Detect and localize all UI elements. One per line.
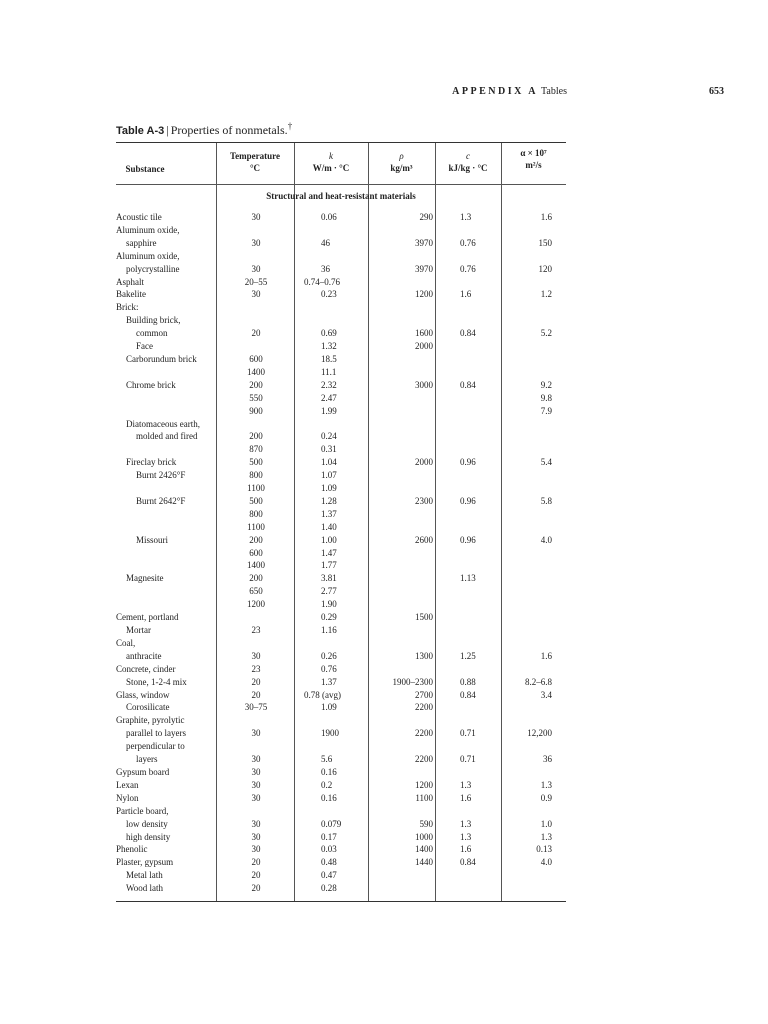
cell-substance: Gypsum board xyxy=(116,766,170,777)
cell-temperature: 30 xyxy=(251,212,261,222)
cell-temperature: 20 xyxy=(251,689,261,700)
cell-diffusivity: 0.13 xyxy=(536,844,552,855)
table-row xyxy=(116,534,566,547)
footnote-mark: † xyxy=(287,121,293,131)
cell-substance: Concrete, cinder xyxy=(116,663,176,674)
table-row xyxy=(116,572,566,585)
cell-diffusivity: 12,200 xyxy=(527,728,552,739)
cell-substance: Metal lath xyxy=(126,870,163,881)
cell-specific-heat: 0.96 xyxy=(460,457,476,468)
cell-density: 1600 xyxy=(415,328,433,339)
cell-temperature: 550 xyxy=(249,392,263,403)
cell-substance: Burnt 2642°F xyxy=(136,495,186,506)
cell-specific-heat: 0.84 xyxy=(460,328,476,339)
cell-substance: Burnt 2426°F xyxy=(136,470,186,481)
cell-k: 0.74–0.76 xyxy=(304,276,340,287)
header-temperature: Temperature °C xyxy=(230,151,280,173)
cell-diffusivity: 150 xyxy=(538,237,552,248)
cell-specific-heat: 0.71 xyxy=(460,754,476,765)
cell-substance: Aluminum oxide, xyxy=(116,250,180,261)
cell-temperature: 800 xyxy=(249,508,263,519)
cell-diffusivity: 1.3 xyxy=(540,779,552,790)
cell-k: 1.40 xyxy=(321,521,337,532)
table-row xyxy=(116,405,566,418)
table-row xyxy=(116,624,566,637)
cell-k: 46 xyxy=(321,237,330,248)
cell-density: 2200 xyxy=(415,702,433,713)
cell-k: 11.1 xyxy=(321,366,337,377)
cell-specific-heat: 0.84 xyxy=(460,857,476,868)
table-row xyxy=(116,276,566,289)
cell-substance: Coal, xyxy=(116,637,136,648)
cell-specific-heat: 0.76 xyxy=(460,263,476,274)
cell-density: 1200 xyxy=(415,289,433,300)
table-row xyxy=(116,288,566,301)
cell-substance: anthracite xyxy=(126,650,162,661)
table-row xyxy=(116,559,566,572)
cell-substance: molded and fired xyxy=(136,431,198,442)
cell-temperature: 200 xyxy=(249,534,263,545)
cell-k: 1.32 xyxy=(321,341,337,352)
cell-temperature: 500 xyxy=(249,457,263,468)
table-row xyxy=(116,753,566,766)
table-row xyxy=(116,740,566,753)
cell-diffusivity: 1.3 xyxy=(540,831,552,842)
cell-specific-heat: 1.13 xyxy=(460,573,476,584)
table-row xyxy=(116,263,566,276)
table-row xyxy=(116,585,566,598)
cell-temperature: 600 xyxy=(249,547,263,558)
cell-k: 0.23 xyxy=(321,289,337,300)
cell-temperature: 200 xyxy=(249,573,263,584)
cell-diffusivity: 4.0 xyxy=(540,857,552,868)
table-caption xyxy=(116,121,292,138)
table-row xyxy=(116,301,566,314)
table-row xyxy=(116,547,566,560)
cell-substance: parallel to layers xyxy=(126,728,186,739)
table-row xyxy=(116,353,566,366)
cell-temperature: 30 xyxy=(251,831,261,842)
cell-specific-heat: 0.71 xyxy=(460,728,476,739)
cell-temperature: 20–55 xyxy=(244,276,268,287)
table-row xyxy=(116,456,566,469)
cell-k: 0.31 xyxy=(321,444,337,455)
cell-substance: Aluminum oxide, xyxy=(116,224,180,235)
cell-density: 590 xyxy=(419,818,433,829)
cell-k: 0.2 xyxy=(321,779,333,790)
cell-temperature: 30 xyxy=(251,289,261,300)
cell-temperature: 1100 xyxy=(247,483,265,494)
section-label: Tables xyxy=(541,86,567,97)
header-substance: Substance xyxy=(125,164,165,174)
cell-density: 1000 xyxy=(415,831,433,842)
cell-k: 0.48 xyxy=(321,857,337,868)
table-row xyxy=(116,714,566,727)
table-row xyxy=(116,211,566,224)
cell-substance: Particle board, xyxy=(116,805,169,816)
cell-k: 0.03 xyxy=(321,844,337,855)
table-row xyxy=(116,650,566,663)
cell-substance: Asphalt xyxy=(116,276,144,287)
cell-temperature: 1400 xyxy=(247,366,265,377)
cell-substance: Carborundum brick xyxy=(126,353,197,364)
table-row xyxy=(116,469,566,482)
cell-k: 0.78 (avg) xyxy=(304,689,341,700)
cell-diffusivity: 5.2 xyxy=(540,328,552,339)
cell-specific-heat: 1.3 xyxy=(460,818,472,829)
cell-substance: Phenolic xyxy=(116,844,148,855)
cell-specific-heat: 1.6 xyxy=(460,289,472,300)
cell-substance: Corosilicate xyxy=(126,702,170,713)
cell-density: 1100 xyxy=(415,792,433,803)
cell-specific-heat: 1.6 xyxy=(460,792,472,803)
cell-temperature: 1400 xyxy=(247,560,265,571)
cell-diffusivity: 5.4 xyxy=(540,457,552,468)
table-row xyxy=(116,366,566,379)
cell-substance: perpendicular to xyxy=(126,741,185,752)
cell-density: 1300 xyxy=(415,650,433,661)
appendix-label: APPENDIX A xyxy=(452,86,538,97)
cell-density: 2700 xyxy=(415,689,433,700)
cell-k: 0.24 xyxy=(321,431,337,442)
cell-substance: Plaster, gypsum xyxy=(116,857,174,868)
cell-temperature: 30 xyxy=(251,728,261,739)
table-row xyxy=(116,327,566,340)
table-row xyxy=(116,831,566,844)
table-row xyxy=(116,779,566,792)
cell-diffusivity: 3.4 xyxy=(540,689,552,700)
cell-density: 1500 xyxy=(415,612,433,623)
table-row xyxy=(116,792,566,805)
table-label: Table A-3 xyxy=(116,125,165,137)
cell-substance: common xyxy=(136,328,168,339)
cell-k: 1.37 xyxy=(321,676,337,687)
cell-diffusivity: 9.2 xyxy=(540,379,552,390)
table-row xyxy=(116,443,566,456)
table-row xyxy=(116,689,566,702)
table-row xyxy=(116,676,566,689)
cell-k: 1.47 xyxy=(321,547,337,558)
cell-k: 0.06 xyxy=(321,212,337,222)
cell-density: 2600 xyxy=(415,534,433,545)
cell-temperature: 20 xyxy=(251,328,261,339)
cell-k: 18.5 xyxy=(321,353,337,364)
cell-specific-heat: 0.76 xyxy=(460,237,476,248)
cell-diffusivity: 8.2–6.8 xyxy=(525,676,552,687)
cell-k: 2.77 xyxy=(321,586,337,597)
cell-density: 1400 xyxy=(415,844,433,855)
table-row xyxy=(116,418,566,431)
cell-density: 1900–2300 xyxy=(392,676,433,687)
cell-k: 1.04 xyxy=(321,457,337,468)
cell-temperature: 30 xyxy=(251,650,261,661)
cell-specific-heat: 1.25 xyxy=(460,650,476,661)
cell-substance: Nylon xyxy=(116,792,139,803)
cell-substance: polycrystalline xyxy=(126,263,180,274)
cell-substance: Brick: xyxy=(116,302,139,313)
cell-density: 1200 xyxy=(415,779,433,790)
table-title: Properties of nonmetals. xyxy=(170,123,288,137)
cell-substance: Missouri xyxy=(136,534,169,545)
cell-diffusivity: 4.0 xyxy=(540,534,552,545)
cell-temperature: 30 xyxy=(251,779,261,790)
cell-diffusivity: 1.2 xyxy=(540,289,552,300)
cell-k: 1.99 xyxy=(321,405,337,416)
cell-density: 290 xyxy=(419,212,433,222)
cell-temperature: 200 xyxy=(249,431,263,442)
table-row xyxy=(116,818,566,831)
table-row xyxy=(116,611,566,624)
table-row xyxy=(116,856,566,869)
cell-density: 3970 xyxy=(415,237,433,248)
cell-k: 0.28 xyxy=(321,883,337,894)
cell-k: 1.90 xyxy=(321,599,337,610)
table-row xyxy=(116,314,566,327)
cell-substance: Cement, portland xyxy=(116,612,179,623)
cell-specific-heat: 0.88 xyxy=(460,676,476,687)
cell-temperature: 800 xyxy=(249,470,263,481)
cell-diffusivity: 1.6 xyxy=(540,650,552,661)
cell-temperature: 870 xyxy=(249,444,263,455)
cell-k: 1.09 xyxy=(321,702,337,713)
cell-temperature: 30 xyxy=(251,766,261,777)
cell-k: 0.16 xyxy=(321,766,337,777)
cell-substance: sapphire xyxy=(126,237,157,248)
header-k: k W/m · °C xyxy=(312,151,350,173)
cell-density: 3000 xyxy=(415,379,433,390)
header-rule xyxy=(116,184,566,185)
cell-substance: Bakelite xyxy=(116,289,146,300)
cell-density: 2200 xyxy=(415,728,433,739)
cell-specific-heat: 1.6 xyxy=(460,844,472,855)
cell-substance: Face xyxy=(136,341,153,352)
cell-k: 2.47 xyxy=(321,392,337,403)
cell-k: 0.76 xyxy=(321,663,337,674)
cell-substance: Acoustic tile xyxy=(116,212,162,222)
cell-k: 1.37 xyxy=(321,508,337,519)
cell-k: 0.69 xyxy=(321,328,337,339)
table-row xyxy=(116,882,566,895)
cell-substance: Lexan xyxy=(116,779,139,790)
cell-temperature: 20 xyxy=(251,857,261,868)
cell-k: 1.09 xyxy=(321,483,337,494)
cell-temperature: 30 xyxy=(251,754,261,765)
cell-specific-heat: 0.84 xyxy=(460,689,476,700)
cell-diffusivity: 36 xyxy=(543,754,552,765)
cell-k: 0.16 xyxy=(321,792,337,803)
cell-temperature: 30 xyxy=(251,844,261,855)
cell-density: 2000 xyxy=(415,341,433,352)
table-row xyxy=(116,727,566,740)
cell-substance: Diatomaceous earth, xyxy=(126,418,200,429)
cell-substance: Magnesite xyxy=(126,573,164,584)
group-title: Structural and heat-resistant materials xyxy=(266,191,416,201)
cell-specific-heat: 1.3 xyxy=(460,779,472,790)
cell-k: 1.16 xyxy=(321,625,337,635)
cell-diffusivity: 5.8 xyxy=(540,495,552,506)
table-row xyxy=(116,430,566,443)
properties-table xyxy=(116,142,566,902)
cell-substance: Graphite, pyrolytic xyxy=(116,715,185,726)
cell-temperature: 900 xyxy=(249,405,263,416)
cell-diffusivity: 9.8 xyxy=(540,392,552,403)
cell-substance: Glass, window xyxy=(116,689,170,700)
header-rho: ρ kg/m³ xyxy=(390,151,413,173)
cell-diffusivity: 120 xyxy=(538,263,552,274)
cell-temperature: 650 xyxy=(249,586,263,597)
table-row xyxy=(116,521,566,534)
cell-diffusivity: 7.9 xyxy=(540,405,552,416)
cell-k: 1.77 xyxy=(321,560,337,571)
cell-temperature: 20 xyxy=(251,676,261,687)
cell-temperature: 20 xyxy=(251,883,261,894)
cell-k: 1.00 xyxy=(321,534,337,545)
cell-substance: Building brick, xyxy=(126,315,181,326)
cell-k: 0.079 xyxy=(321,818,342,829)
cell-diffusivity: 0.9 xyxy=(540,792,552,803)
cell-diffusivity: 1.0 xyxy=(540,818,552,829)
cell-substance: Mortar xyxy=(126,625,151,635)
cell-temperature: 30 xyxy=(251,792,261,803)
cell-density: 2000 xyxy=(415,457,433,468)
table-row xyxy=(116,482,566,495)
table-row xyxy=(116,250,566,263)
cell-temperature: 500 xyxy=(249,495,263,506)
cell-substance: Chrome brick xyxy=(126,379,176,390)
table-row xyxy=(116,869,566,882)
table-row xyxy=(116,224,566,237)
cell-density: 3970 xyxy=(415,263,433,274)
cell-k: 1.07 xyxy=(321,470,337,481)
table-row xyxy=(116,392,566,405)
cell-density: 2300 xyxy=(415,495,433,506)
cell-k: 5.6 xyxy=(321,754,333,765)
table-row xyxy=(116,637,566,650)
table-row xyxy=(116,805,566,818)
page-number: 653 xyxy=(709,86,724,97)
cell-density: 2200 xyxy=(415,754,433,765)
cell-specific-heat: 1.3 xyxy=(460,831,472,842)
cell-k: 1900 xyxy=(321,728,339,739)
table-row xyxy=(116,495,566,508)
cell-temperature: 1200 xyxy=(247,599,265,610)
table-body xyxy=(116,211,566,895)
cell-specific-heat: 0.96 xyxy=(460,495,476,506)
table-row xyxy=(116,237,566,250)
cell-k: 0.29 xyxy=(321,612,337,623)
table-row xyxy=(116,663,566,676)
cell-temperature: 1100 xyxy=(247,521,265,532)
cell-substance: low density xyxy=(126,818,168,829)
cell-k: 3.81 xyxy=(321,573,337,584)
cell-substance: Stone, 1-2-4 mix xyxy=(126,676,187,687)
cell-k: 2.32 xyxy=(321,379,337,390)
cell-k: 36 xyxy=(321,263,330,274)
cell-substance: Wood lath xyxy=(126,883,164,894)
table-row xyxy=(116,766,566,779)
running-head xyxy=(0,86,768,100)
header-alpha: α × 10⁷ m²/s xyxy=(520,148,547,170)
cell-temperature: 23 xyxy=(251,625,261,635)
table-row xyxy=(116,598,566,611)
cell-k: 0.17 xyxy=(321,831,337,842)
cell-k: 0.47 xyxy=(321,870,337,881)
cell-k: 0.26 xyxy=(321,650,337,661)
cell-specific-heat: 1.3 xyxy=(460,212,472,222)
cell-substance: Fireclay brick xyxy=(126,457,177,468)
cell-temperature: 200 xyxy=(249,379,263,390)
cell-temperature: 600 xyxy=(249,353,263,364)
cell-specific-heat: 0.96 xyxy=(460,534,476,545)
caption-separator: | xyxy=(166,123,169,137)
header-c: c kJ/kg · °C xyxy=(448,151,488,173)
cell-k: 1.28 xyxy=(321,495,337,506)
cell-substance: layers xyxy=(136,754,158,765)
table-row xyxy=(116,843,566,856)
table-row xyxy=(116,701,566,714)
table-row xyxy=(116,508,566,521)
cell-temperature: 30 xyxy=(251,263,261,274)
cell-diffusivity: 1.6 xyxy=(540,212,552,222)
table-row xyxy=(116,379,566,392)
cell-temperature: 30 xyxy=(251,237,261,248)
table-row xyxy=(116,340,566,353)
cell-temperature: 23 xyxy=(251,663,261,674)
cell-temperature: 30 xyxy=(251,818,261,829)
cell-temperature: 20 xyxy=(251,870,261,881)
cell-temperature: 30–75 xyxy=(244,702,268,713)
cell-substance: high density xyxy=(126,831,171,842)
cell-specific-heat: 0.84 xyxy=(460,379,476,390)
cell-density: 1440 xyxy=(415,857,433,868)
